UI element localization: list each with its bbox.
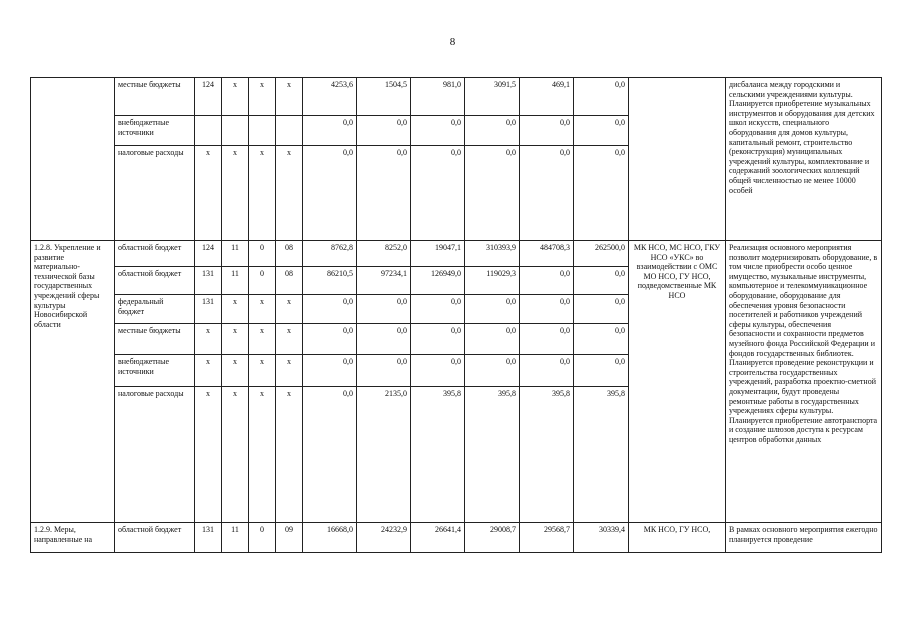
code-cell: 131 bbox=[195, 523, 222, 553]
code-cell: 11 bbox=[222, 241, 249, 267]
amount-cell: 0,0 bbox=[411, 324, 465, 355]
code-cell: x bbox=[276, 295, 303, 324]
amount-cell: 30339,4 bbox=[574, 523, 629, 553]
table-row bbox=[31, 78, 882, 116]
amount-cell: 3091,5 bbox=[465, 78, 520, 116]
executor-cell: МК НСО, ГУ НСО, bbox=[629, 523, 726, 553]
amount-cell: 0,0 bbox=[411, 116, 465, 146]
code-cell: x bbox=[222, 387, 249, 523]
measure-name-cell bbox=[31, 78, 115, 241]
amount-cell: 395,8 bbox=[520, 387, 574, 523]
executor-cell bbox=[629, 78, 726, 241]
amount-cell: 262500,0 bbox=[574, 241, 629, 267]
code-cell: x bbox=[276, 146, 303, 241]
code-cell: x bbox=[222, 295, 249, 324]
amount-cell: 0,0 bbox=[357, 146, 411, 241]
amount-cell: 0,0 bbox=[574, 355, 629, 387]
amount-cell: 0,0 bbox=[357, 355, 411, 387]
amount-cell: 86210,5 bbox=[303, 267, 357, 295]
funding-source-cell: налоговые расходы bbox=[115, 146, 195, 241]
amount-cell: 0,0 bbox=[520, 355, 574, 387]
amount-cell: 0,0 bbox=[303, 387, 357, 523]
code-cell: x bbox=[276, 78, 303, 116]
code-cell: 0 bbox=[249, 523, 276, 553]
code-cell: x bbox=[222, 146, 249, 241]
amount-cell: 2135,0 bbox=[357, 387, 411, 523]
amount-cell: 29568,7 bbox=[520, 523, 574, 553]
amount-cell: 119029,3 bbox=[465, 267, 520, 295]
amount-cell: 0,0 bbox=[520, 324, 574, 355]
code-cell: x bbox=[195, 387, 222, 523]
funding-source-cell: внебюджетные источники bbox=[115, 355, 195, 387]
amount-cell: 484708,3 bbox=[520, 241, 574, 267]
amount-cell: 26641,4 bbox=[411, 523, 465, 553]
code-cell: 124 bbox=[195, 78, 222, 116]
amount-cell: 0,0 bbox=[357, 295, 411, 324]
funding-source-cell: внебюджетные источники bbox=[115, 116, 195, 146]
amount-cell: 97234,1 bbox=[357, 267, 411, 295]
amount-cell: 0,0 bbox=[574, 146, 629, 241]
code-cell: x bbox=[276, 355, 303, 387]
amount-cell: 0,0 bbox=[411, 355, 465, 387]
funding-source-cell: местные бюджеты bbox=[115, 78, 195, 116]
code-cell: 08 bbox=[276, 267, 303, 295]
amount-cell: 469,1 bbox=[520, 78, 574, 116]
amount-cell: 0,0 bbox=[574, 116, 629, 146]
amount-cell: 0,0 bbox=[303, 355, 357, 387]
code-cell: 131 bbox=[195, 295, 222, 324]
code-cell: 124 bbox=[195, 241, 222, 267]
amount-cell: 0,0 bbox=[411, 146, 465, 241]
amount-cell: 8252,0 bbox=[357, 241, 411, 267]
code-cell bbox=[249, 116, 276, 146]
table-row bbox=[31, 241, 882, 267]
amount-cell: 0,0 bbox=[303, 146, 357, 241]
amount-cell: 310393,9 bbox=[465, 241, 520, 267]
amount-cell: 16668,0 bbox=[303, 523, 357, 553]
code-cell: 09 bbox=[276, 523, 303, 553]
amount-cell: 0,0 bbox=[574, 78, 629, 116]
expected-result-cell: Реализация основного мероприятия позволит модернизировать оборудование, в том числе приобрести особо ценное имущество, музыкальные инструменты, компьютерное и телекоммуникационное оборудование, оборудование для обеспечения уровня безопасности посетителей и работников учреждений сферы культуры, обеспечения безопасности и сохранности предметов музейного фонда Российской Федерации и фондов государственных библиотек. Планируется проведение реконструкции и строительства государственных учреждений, разработка проектно-сметной документации, будут проведены ремонтные работы в государственных учреждениях сферы культуры. Планируется приобретение автотранспорта и создание шлюзов доступа к ресурсам центров обработки данных bbox=[726, 241, 882, 523]
funding-source-cell: областной бюджет bbox=[115, 267, 195, 295]
code-cell: x bbox=[249, 324, 276, 355]
page-number: 8 bbox=[449, 36, 456, 48]
amount-cell: 0,0 bbox=[520, 116, 574, 146]
funding-source-cell: областной бюджет bbox=[115, 523, 195, 553]
amount-cell: 24232,9 bbox=[357, 523, 411, 553]
code-cell: x bbox=[249, 355, 276, 387]
funding-source-cell: налоговые расходы bbox=[115, 387, 195, 523]
code-cell: 11 bbox=[222, 523, 249, 553]
code-cell: 11 bbox=[222, 267, 249, 295]
amount-cell: 0,0 bbox=[303, 116, 357, 146]
amount-cell: 0,0 bbox=[520, 146, 574, 241]
code-cell: x bbox=[195, 355, 222, 387]
amount-cell: 126949,0 bbox=[411, 267, 465, 295]
budget-table bbox=[30, 77, 882, 553]
amount-cell: 8762,8 bbox=[303, 241, 357, 267]
code-cell: 0 bbox=[249, 267, 276, 295]
amount-cell: 1504,5 bbox=[357, 78, 411, 116]
funding-source-cell: местные бюджеты bbox=[115, 324, 195, 355]
amount-cell: 29008,7 bbox=[465, 523, 520, 553]
amount-cell: 0,0 bbox=[357, 116, 411, 146]
code-cell: x bbox=[276, 387, 303, 523]
code-cell bbox=[195, 116, 222, 146]
amount-cell: 0,0 bbox=[411, 295, 465, 324]
code-cell: x bbox=[249, 295, 276, 324]
code-cell: 131 bbox=[195, 267, 222, 295]
amount-cell: 0,0 bbox=[574, 267, 629, 295]
funding-source-cell: областной бюджет bbox=[115, 241, 195, 267]
table-row bbox=[31, 523, 882, 553]
amount-cell: 0,0 bbox=[465, 295, 520, 324]
amount-cell: 0,0 bbox=[303, 295, 357, 324]
code-cell bbox=[222, 116, 249, 146]
code-cell: 08 bbox=[276, 241, 303, 267]
funding-source-cell: федеральный бюджет bbox=[115, 295, 195, 324]
amount-cell: 0,0 bbox=[303, 324, 357, 355]
code-cell: x bbox=[276, 324, 303, 355]
amount-cell: 0,0 bbox=[520, 295, 574, 324]
amount-cell: 0,0 bbox=[357, 324, 411, 355]
amount-cell: 0,0 bbox=[465, 146, 520, 241]
amount-cell: 0,0 bbox=[574, 295, 629, 324]
amount-cell: 981,0 bbox=[411, 78, 465, 116]
code-cell: x bbox=[249, 78, 276, 116]
code-cell: x bbox=[249, 146, 276, 241]
measure-name-cell: 1.2.9. Меры, направленные на bbox=[31, 523, 115, 553]
amount-cell: 0,0 bbox=[574, 324, 629, 355]
amount-cell: 0,0 bbox=[465, 324, 520, 355]
code-cell: x bbox=[195, 146, 222, 241]
code-cell: x bbox=[195, 324, 222, 355]
code-cell: 0 bbox=[249, 241, 276, 267]
amount-cell: 395,8 bbox=[574, 387, 629, 523]
amount-cell: 395,8 bbox=[465, 387, 520, 523]
expected-result-cell: В рамках основного мероприятия ежегодно планируется проведение bbox=[726, 523, 882, 553]
code-cell: x bbox=[249, 387, 276, 523]
code-cell bbox=[276, 116, 303, 146]
measure-name-cell: 1.2.8. Укрепление и развитие материально-технической базы государственных учреждений сферы культуры Новосибирской области bbox=[31, 241, 115, 523]
amount-cell: 0,0 bbox=[520, 267, 574, 295]
code-cell: x bbox=[222, 355, 249, 387]
executor-cell: МК НСО, МС НСО, ГКУ НСО «УКС» во взаимодействии с ОМС МО НСО, ГУ НСО, подведомственные МК НСО bbox=[629, 241, 726, 523]
amount-cell: 0,0 bbox=[465, 116, 520, 146]
code-cell: x bbox=[222, 78, 249, 116]
expected-result-cell: дисбаланса между городскими и сельскими учреждениями культуры. Планируется приобретение музыкальных инструментов и оборудования для детских школ искусств, специального оборудования для домов культуры, капитальный ремонт, строительство (реконструкция) муниципальных учреждений культуры, комплектование и содержаний зоологических коллекций общей численностью не менее 10000 особей bbox=[726, 78, 882, 241]
amount-cell: 19047,1 bbox=[411, 241, 465, 267]
amount-cell: 395,8 bbox=[411, 387, 465, 523]
amount-cell: 0,0 bbox=[465, 355, 520, 387]
code-cell: x bbox=[222, 324, 249, 355]
amount-cell: 4253,6 bbox=[303, 78, 357, 116]
